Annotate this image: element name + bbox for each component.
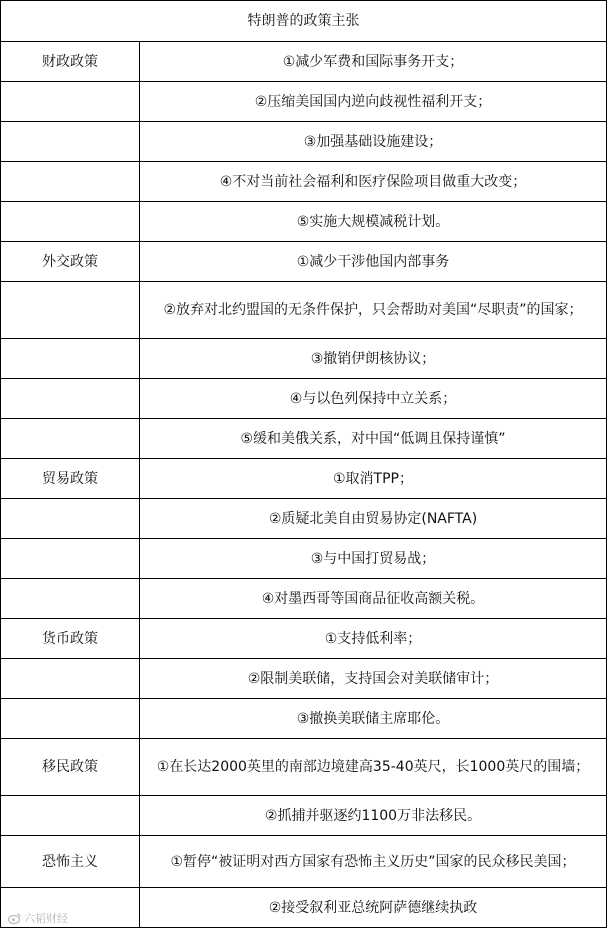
category-cell [1, 162, 140, 202]
policy-item-cell: ①支持低利率； [140, 619, 607, 659]
policy-item-cell: ②压缩美国国内逆向歧视性福利开支； [140, 82, 607, 122]
policy-item-cell: ④不对当前社会福利和医疗保险项目做重大改变； [140, 162, 607, 202]
category-cell [1, 499, 140, 539]
table-row [1, 202, 607, 242]
category-cell [1, 82, 140, 122]
table-row [1, 339, 607, 379]
table-row [1, 122, 607, 162]
category-cell [1, 539, 140, 579]
policy-item-cell: ①在长达2000英里的南部边境建高35-40英尺，长1000英尺的围墙； [140, 739, 607, 796]
table-row [1, 242, 607, 282]
table-row [1, 796, 607, 836]
table-row [1, 739, 607, 796]
table-row [1, 579, 607, 619]
category-cell: 移民政策 [1, 739, 140, 796]
category-cell: 财政政策 [1, 42, 140, 82]
table-row [1, 419, 607, 459]
watermark [8, 910, 68, 926]
category-cell [1, 202, 140, 242]
category-cell: 外交政策 [1, 242, 140, 282]
table-row [1, 836, 607, 888]
table-row [1, 282, 607, 339]
policy-item-cell: ③加强基础设施建设； [140, 122, 607, 162]
category-cell [1, 282, 140, 339]
policy-item-cell: ④与以色列保持中立关系； [140, 379, 607, 419]
policy-item-cell: ①取消TPP； [140, 459, 607, 499]
table-row [1, 499, 607, 539]
table-row [1, 82, 607, 122]
policy-item-cell: ②接受叙利亚总统阿萨德继续执政 [140, 888, 607, 928]
policy-item-cell: ①减少军费和国际事务开支； [140, 42, 607, 82]
category-cell: 贸易政策 [1, 459, 140, 499]
table-row [1, 162, 607, 202]
policy-item-cell: ③撤销伊朗核协议； [140, 339, 607, 379]
policy-item-cell: ②放弃对北约盟国的无条件保护，只会帮助对美国“尽职责”的国家； [140, 282, 607, 339]
policy-item-cell: ③撤换美联储主席耶伦。 [140, 699, 607, 739]
policy-item-cell: ⑤缓和美俄关系，对中国“低调且保持谨慎” [140, 419, 607, 459]
category-cell [1, 339, 140, 379]
policy-item-cell: ①减少干涉他国内部事务 [140, 242, 607, 282]
table-row [1, 459, 607, 499]
category-cell [1, 699, 140, 739]
table-title: 特朗普的政策主张 [1, 1, 607, 42]
policy-item-cell: ⑤实施大规模减税计划。 [140, 202, 607, 242]
category-cell [1, 419, 140, 459]
policy-item-cell: ②质疑北美自由贸易协定(NAFTA) [140, 499, 607, 539]
table-row [1, 42, 607, 82]
table-row [1, 659, 607, 699]
category-cell: 货币政策 [1, 619, 140, 659]
policy-item-cell: ③与中国打贸易战； [140, 539, 607, 579]
policy-item-cell: ②抓捕并驱逐约1100万非法移民。 [140, 796, 607, 836]
category-cell [1, 579, 140, 619]
category-cell [1, 659, 140, 699]
category-cell: 恐怖主义 [1, 836, 140, 888]
policy-item-cell: ①暂停“被证明对西方国家有恐怖主义历史”国家的民众移民美国； [140, 836, 607, 888]
table-row [1, 699, 607, 739]
category-cell [1, 379, 140, 419]
table-row [1, 379, 607, 419]
table-row [1, 888, 607, 928]
table-row [1, 619, 607, 659]
policy-item-cell: ②限制美联储，支持国会对美联储审计； [140, 659, 607, 699]
policy-item-cell: ④对墨西哥等国商品征收高额关税。 [140, 579, 607, 619]
category-cell [1, 796, 140, 836]
category-cell [1, 122, 140, 162]
watermark-text: 六韬财经 [24, 912, 68, 925]
weibo-logo-icon [8, 913, 21, 924]
table-row [1, 539, 607, 579]
